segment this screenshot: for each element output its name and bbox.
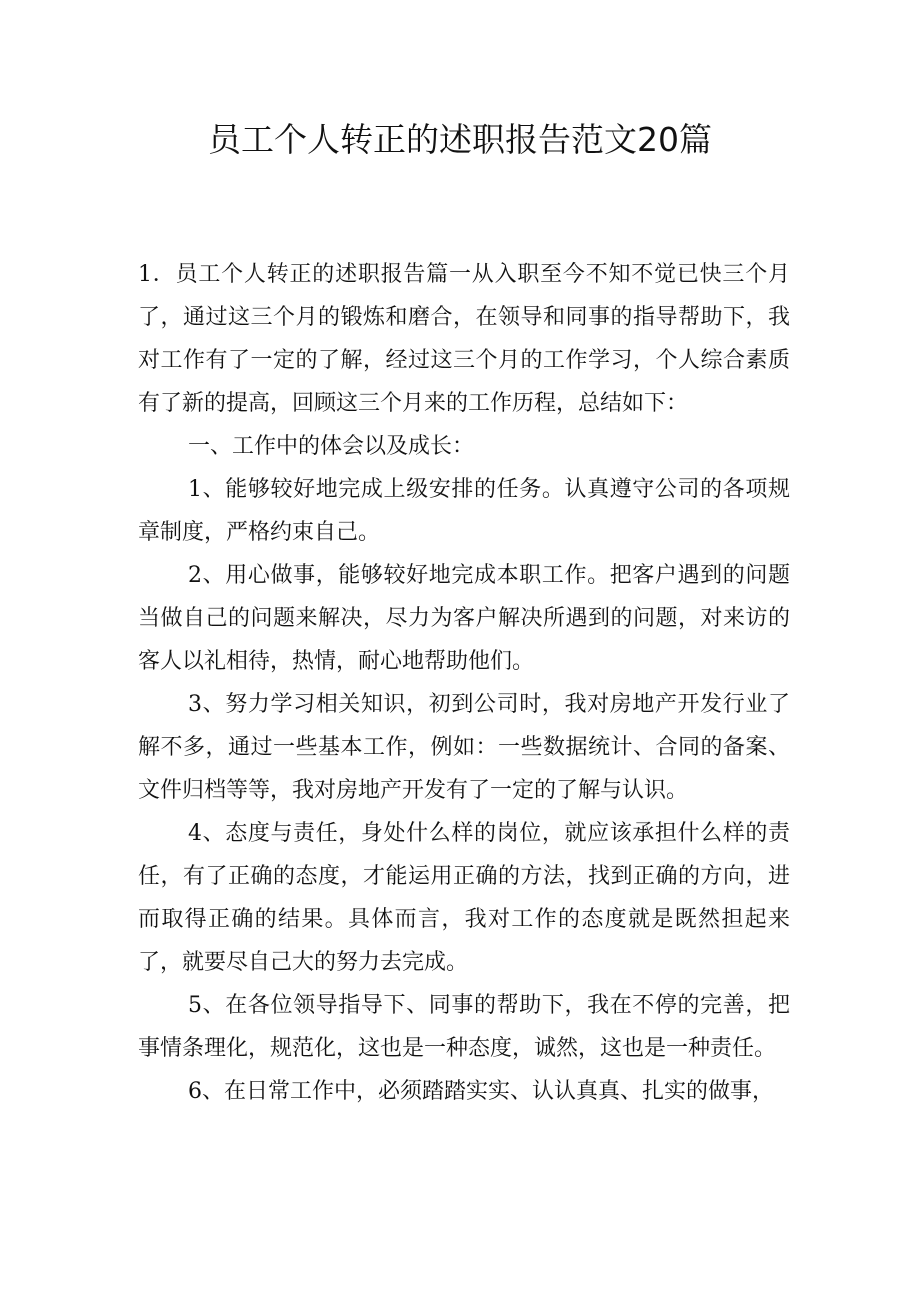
document-title: 员工个人转正的述职报告范文20篇 xyxy=(208,120,712,159)
paragraph-item-2: 2、用心做事，能够较好地完成本职工作。把客户遇到的问题当做自己的问题来解决，尽力为客户解决所遇到的问题，对来访的客人以礼相待，热情，耐心地帮助他们。 xyxy=(138,563,790,674)
paragraph-item-6: 6、在日常工作中，必须踏踏实实、认认真真、扎实的做事， xyxy=(188,1079,774,1104)
paragraph-item-4: 4、态度与责任，身处什么样的岗位，就应该承担什么样的责任，有了正确的态度，才能运用正确的方法，找到正确的方向，进而取得正确的结果。具体而言，我对工作的态度就是既然担起来了，就要尽自己大的努力去完成。 xyxy=(138,821,790,975)
paragraph-item-1: 1、能够较好地完成上级安排的任务。认真遵守公司的各项规章制度，严格约束自己。 xyxy=(138,477,790,545)
document-body xyxy=(138,253,790,1113)
paragraph-intro: 1．员工个人转正的述职报告篇一从入职至今不知不觉已快三个月了，通过这三个月的锻炼和磨合，在领导和同事的指导帮助下，我对工作有了一定的了解，经过这三个月的工作学习，个人综合素质有了新的提高，回顾这三个月来的工作历程，总结如下： xyxy=(138,262,790,416)
paragraph-item-5: 5、在各位领导指导下、同事的帮助下，我在不停的完善，把事情条理化，规范化，这也是一种态度，诚然，这也是一种责任。 xyxy=(138,993,790,1061)
paragraph-section-heading: 一、工作中的体会以及成长： xyxy=(188,434,475,459)
paragraph-item-3: 3、努力学习相关知识，初到公司时，我对房地产开发行业了解不多，通过一些基本工作，例如：一些数据统计、合同的备案、文件归档等等，我对房地产开发有了一定的了解与认识。 xyxy=(138,692,790,803)
